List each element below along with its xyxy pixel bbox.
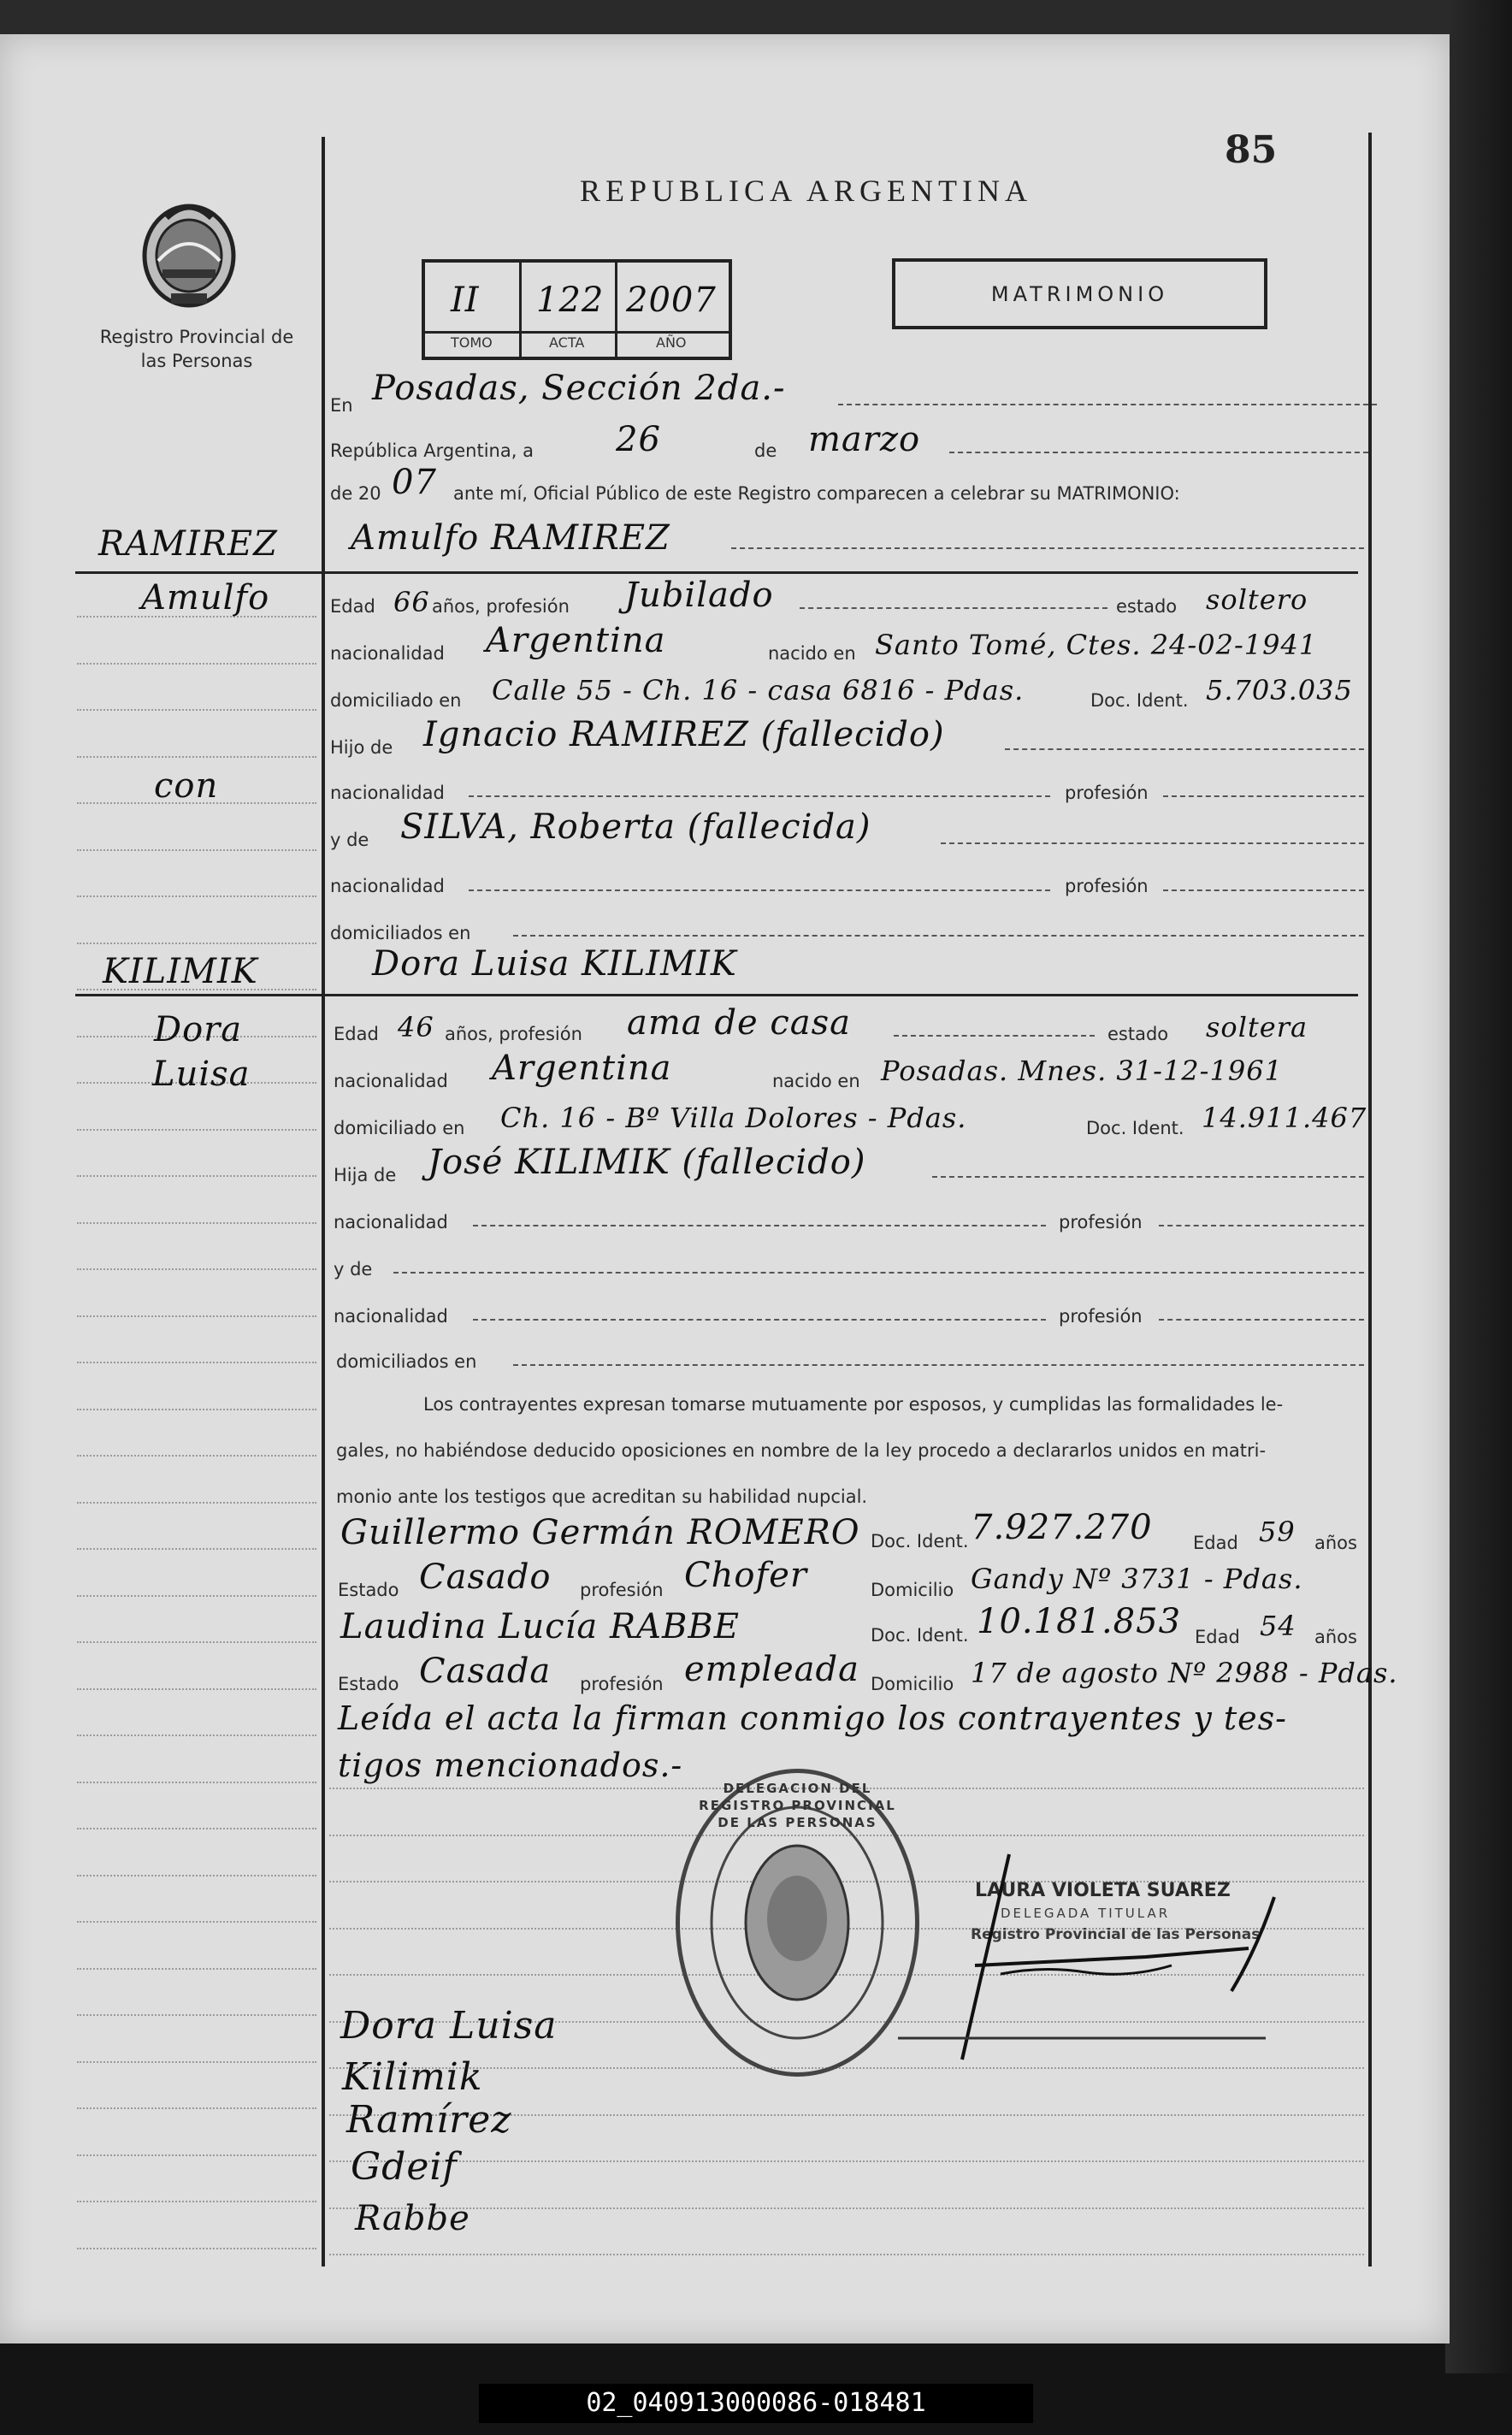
witness-1-anos-label: años: [1314, 1533, 1357, 1553]
record-ref-box: [422, 259, 732, 360]
margin-rule-line: [77, 2248, 316, 2249]
margin-rule-line: [77, 1828, 316, 1829]
margin-rule-line: [77, 2014, 316, 2016]
acta-label: ACTA: [549, 334, 585, 351]
rule: [800, 607, 1107, 609]
groom-edad-label: Edad: [330, 596, 375, 617]
margin-groom-surname: RAMIREZ: [98, 524, 278, 564]
groom-profesion-label: años, profesión: [432, 596, 570, 617]
margin-bride-name-2: Luisa: [152, 1055, 251, 1094]
groom-marital-status: soltero: [1206, 583, 1308, 616]
margin-connector: con: [154, 766, 219, 806]
tomo-value: II: [451, 281, 480, 320]
witness-2-estado-label: Estado: [338, 1674, 399, 1694]
rule: [731, 547, 1364, 549]
witness-2-profesion-label: profesión: [580, 1674, 664, 1694]
groom-age: 66: [393, 586, 430, 618]
margin-rule-line: [77, 2107, 316, 2109]
bride-father-nac-label: nacionalidad: [334, 1212, 448, 1232]
groom-doc: 5.703.035: [1206, 674, 1353, 706]
bride-age: 46: [398, 1011, 434, 1043]
witness-1-name: Guillermo Germán ROMERO: [340, 1513, 860, 1552]
signature-witness-2: Rabbe: [355, 2199, 470, 2238]
bride-estado-label: estado: [1107, 1024, 1169, 1044]
margin-rule-line: [77, 1175, 316, 1177]
month: marzo: [808, 420, 921, 459]
bride-yde-label: y de: [334, 1259, 373, 1280]
bride-doc: 14.911.467: [1202, 1102, 1367, 1134]
witness-2-anos-label: años: [1314, 1627, 1357, 1647]
declaration-line-2: gales, no habiéndose deducido oposiciones en nombre de la ley procedo a declararlos unidos en matri-: [336, 1440, 1267, 1461]
rule: [473, 1225, 1046, 1226]
witness-1-profession: Chofer: [684, 1556, 808, 1595]
intro-statement: ante mí, Oficial Público de este Registro comparecen a celebrar su MATRIMONIO:: [453, 483, 1180, 504]
margin-bride-surname: KILIMIK: [103, 952, 258, 991]
margin-rule-line: [77, 1222, 316, 1224]
bride-profesion-label: años, profesión: [445, 1024, 582, 1044]
margin-rule-line: [77, 1268, 316, 1270]
witness-2-name: Laudina Lucía RABBE: [340, 1607, 740, 1646]
official-signature: [889, 1846, 1300, 2068]
rule: [1159, 1319, 1364, 1321]
bride-separator-line: [75, 994, 1358, 996]
stamp-text: DELEGACION DEL REGISTRO PROVINCIAL DE LAS PERSONAS: [699, 1781, 896, 1830]
rule: [1163, 889, 1364, 891]
groom-doc-label: Doc. Ident.: [1090, 690, 1189, 711]
witness-1-estado-label: Estado: [338, 1580, 399, 1600]
record-type: MATRIMONIO: [990, 281, 1169, 306]
rule: [393, 1272, 1364, 1274]
witness-1-age: 59: [1259, 1516, 1296, 1548]
rule: [469, 889, 1050, 891]
bride-father-prof-label: profesión: [1059, 1212, 1143, 1232]
rule: [513, 1364, 1364, 1366]
margin-bride-name-1: Dora: [154, 1010, 243, 1049]
margin-rule-line: [77, 2061, 316, 2063]
body-rule-line: [329, 2207, 1364, 2209]
rule: [949, 452, 1368, 453]
closing-line-2: tigos mencionados.-: [338, 1746, 683, 1784]
signature-bride-given-name: Dora Luisa: [340, 2004, 558, 2048]
bride-address: Ch. 16 - Bº Villa Dolores - Pdas.: [500, 1102, 967, 1134]
acta-value: 122: [536, 281, 605, 320]
rule: [1163, 795, 1364, 797]
groom-mother-prof-label: profesión: [1065, 876, 1149, 896]
groom-profession: Jubilado: [624, 576, 774, 615]
margin-rule-line: [77, 1921, 316, 1923]
margin-rule-line: [77, 1782, 316, 1783]
declaration-line-3: monio ante los testigos que acreditan su habilidad nupcial.: [336, 1486, 868, 1507]
witness-2-doc-label: Doc. Ident.: [871, 1625, 969, 1646]
margin-rule-line: [77, 1595, 316, 1597]
margin-rule-line: [77, 709, 316, 711]
en-label: En: [330, 395, 353, 416]
groom-nacido-label: nacido en: [768, 643, 856, 664]
groom-father: Ignacio RAMIREZ (fallecido): [423, 715, 945, 754]
margin-rule-line: [77, 756, 316, 758]
bride-full-name: Dora Luisa KILIMIK: [372, 944, 737, 984]
right-frame-line: [1368, 133, 1372, 2267]
coat-of-arms-icon: [137, 192, 241, 312]
margin-rule-line: [77, 1735, 316, 1736]
rule: [513, 935, 1364, 937]
groom-address: Calle 55 - Ch. 16 - casa 6816 - Pdas.: [492, 674, 1025, 706]
groom-mother: SILVA, Roberta (fallecida): [400, 807, 871, 847]
rule: [1159, 1225, 1364, 1226]
rule: [932, 1176, 1364, 1178]
signature-bride-surname: Kilimik: [342, 2055, 483, 2099]
anio-value: 2007: [626, 281, 717, 320]
bride-mother-prof-label: profesión: [1059, 1306, 1143, 1327]
margin-rule-line: [77, 2201, 316, 2202]
margin-rule-line: [77, 1502, 316, 1504]
groom-father-nac-label: nacionalidad: [330, 783, 445, 803]
margin-rule-line: [77, 1548, 316, 1550]
margin-rule-line: [77, 1362, 316, 1363]
image-id-label: 02_040913000086-018481: [479, 2384, 1033, 2423]
year-prefix: de 20: [330, 483, 381, 504]
place: Posadas, Sección 2da.-: [372, 369, 786, 408]
margin-rule-line: [77, 1641, 316, 1643]
witness-2-address: 17 de agosto Nº 2988 - Pdas.: [971, 1657, 1398, 1689]
margin-rule-line: [77, 2154, 316, 2156]
groom-nationality: Argentina: [486, 621, 666, 660]
margin-rule-line: [77, 1315, 316, 1317]
groom-mother-nac-label: nacionalidad: [330, 876, 445, 896]
year-suffix: 07: [392, 463, 437, 502]
groom-hijo-label: Hijo de: [330, 737, 393, 758]
record-type-box: [892, 258, 1267, 329]
country-title: REPUBLICA ARGENTINA: [580, 174, 1033, 208]
rule: [473, 1319, 1046, 1321]
republica-label: República Argentina, a: [330, 440, 534, 461]
margin-rule-line: [77, 849, 316, 851]
rule: [1005, 748, 1364, 750]
rule: [941, 842, 1364, 844]
witness-2-doc: 10.181.853: [977, 1602, 1182, 1641]
witness-1-edad-label: Edad: [1193, 1533, 1238, 1553]
bride-edad-label: Edad: [334, 1024, 379, 1044]
margin-rule-line: [77, 663, 316, 665]
margin-rule-line: [77, 895, 316, 897]
groom-domiciliados-label: domiciliados en: [330, 923, 471, 943]
witness-2-edad-label: Edad: [1195, 1627, 1240, 1647]
bride-marital-status: soltera: [1206, 1011, 1308, 1043]
signature-groom: Ramírez: [346, 2098, 512, 2142]
anio-label: AÑO: [656, 334, 687, 351]
groom-yde-label: y de: [330, 830, 369, 850]
bride-nacionalidad-label: nacionalidad: [334, 1071, 448, 1091]
page-number: 85: [1225, 128, 1278, 172]
margin-rule-line: [77, 943, 316, 944]
bride-mother-nac-label: nacionalidad: [334, 1306, 448, 1327]
witness-1-doc-label: Doc. Ident.: [871, 1531, 969, 1551]
witness-1-status: Casado: [419, 1557, 552, 1597]
rule: [469, 795, 1050, 797]
rule: [838, 404, 1377, 405]
groom-full-name: Amulfo RAMIREZ: [351, 518, 670, 558]
declaration-line-1: Los contrayentes expresan tomarse mutuamente por esposos, y cumplidas las formalidades le-: [423, 1394, 1284, 1415]
body-rule-line: [329, 2254, 1364, 2255]
signature-witness-1: Gdeif: [351, 2145, 458, 2189]
margin-rule-line: [77, 1129, 316, 1131]
margin-rule-line: [77, 1688, 316, 1690]
groom-birth: Santo Tomé, Ctes. 24-02-1941: [875, 629, 1318, 661]
bride-hija-label: Hija de: [334, 1165, 397, 1185]
groom-father-prof-label: profesión: [1065, 783, 1149, 803]
witness-1-doc: 7.927.270: [971, 1508, 1153, 1547]
margin-rule-line: [77, 1875, 316, 1876]
tomo-label: TOMO: [451, 334, 493, 351]
bride-domiciliados-label: domiciliados en: [336, 1351, 477, 1372]
witness-1-domicilio-label: Domicilio: [871, 1580, 954, 1600]
bride-father: José KILIMIK (fallecido): [428, 1143, 866, 1182]
witness-2-status: Casada: [419, 1652, 552, 1691]
groom-estado-label: estado: [1116, 596, 1178, 617]
bride-doc-label: Doc. Ident.: [1086, 1118, 1184, 1138]
bride-nationality: Argentina: [492, 1049, 672, 1088]
left-frame-line: [322, 137, 325, 2267]
groom-separator-line: [75, 571, 1358, 574]
official-office: Registro Provincial de las Personas: [971, 1926, 1261, 1943]
bride-nacido-label: nacido en: [772, 1071, 860, 1091]
margin-rule-line: [77, 1968, 316, 1970]
registry-seal-stamp: [676, 1769, 919, 2077]
groom-nacionalidad-label: nacionalidad: [330, 643, 445, 664]
witness-1-profesion-label: profesión: [580, 1580, 664, 1600]
official-name: LAURA VIOLETA SUAREZ: [975, 1880, 1231, 1901]
bride-profession: ama de casa: [627, 1003, 851, 1043]
witness-2-profession: empleada: [684, 1650, 859, 1689]
margin-groom-name: Amulfo: [141, 578, 270, 618]
day: 26: [616, 420, 661, 459]
margin-rule-line: [77, 1455, 316, 1457]
scan-background-right: [1445, 0, 1512, 2435]
bride-domicilio-label: domiciliado en: [334, 1118, 465, 1138]
closing-line-1: Leída el acta la firman conmigo los contrayentes y tes-: [338, 1699, 1287, 1737]
witness-2-domicilio-label: Domicilio: [871, 1674, 954, 1694]
rule: [894, 1035, 1095, 1037]
witness-2-age: 54: [1260, 1610, 1296, 1642]
bride-birth: Posadas. Mnes. 31-12-1961: [881, 1055, 1283, 1087]
witness-1-address: Gandy Nº 3731 - Pdas.: [971, 1563, 1303, 1595]
margin-rule-line: [77, 1409, 316, 1410]
official-title: DELEGADA TITULAR: [1001, 1906, 1171, 1921]
de-label: de: [754, 440, 777, 461]
body-rule-line: [329, 2160, 1364, 2162]
groom-domicilio-label: domiciliado en: [330, 690, 462, 711]
registry-name: Registro Provincial de las Personas: [99, 327, 294, 371]
